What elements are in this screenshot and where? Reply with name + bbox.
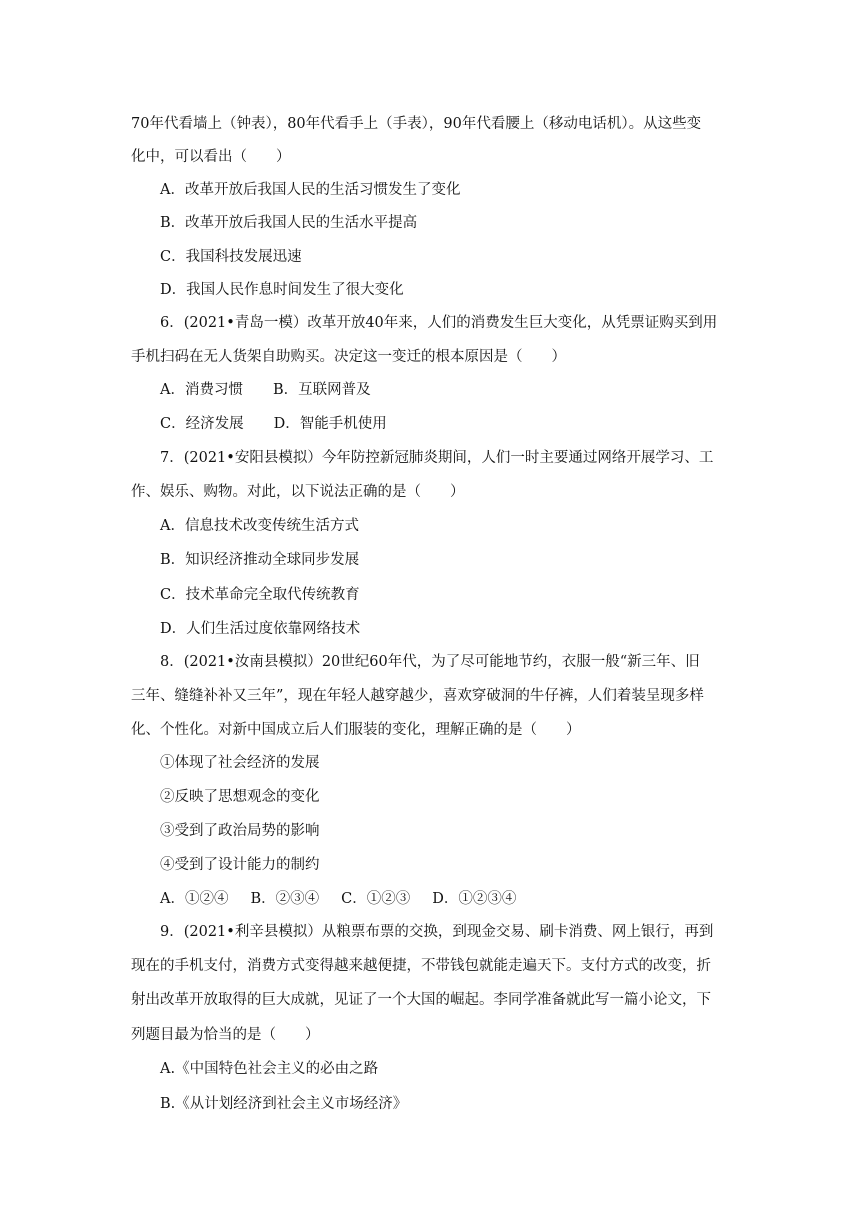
q9-stem-line-2: 现在的手机支付，消费方式变得越来越便捷，不带钱包就能走遍天下。支付方式的改变，折 [131, 958, 711, 974]
q6-option-d: D．智能手机使用 [273, 416, 387, 432]
q8-option-b: B．②③④ [250, 891, 320, 907]
q5-option-d: D．我国人民作息时间发生了很大变化 [160, 282, 404, 298]
q8-option-a: A．①②④ [160, 891, 229, 907]
q6-option-b: B．互联网普及 [272, 382, 371, 398]
q7-stem-line-2: 作、娱乐、购物。对此，以下说法正确的是（ ） [131, 484, 465, 500]
q6-stem-line-2: 手机扫码在无人货架自助购买。决定这一变迁的根本原因是（ ） [131, 349, 566, 365]
q8-item-1: ①体现了社会经济的发展 [160, 755, 320, 771]
q5-stem-line-2: 化中，可以看出（ ） [131, 149, 291, 165]
q8-item-2: ②反映了思想观念的变化 [160, 789, 320, 805]
q9-stem-line-1: 9．(2021•利辛县模拟）从粮票布票的交换，到现金交易、刷卡消费、网上银行，再到 [160, 924, 714, 940]
q6-stem-line-1: 6．(2021•青岛一模）改革开放40年来，人们的消费发生巨大变化，从凭票证购买到用 [160, 315, 718, 331]
q5-option-b: B．改革开放后我国人民的生活水平提高 [160, 215, 418, 231]
q8-option-d: D．①②③④ [432, 891, 517, 907]
q5-option-c: C．我国科技发展迅速 [160, 249, 302, 265]
q6-options-row-2 [160, 414, 387, 434]
q5-option-a: A．改革开放后我国人民的生活习惯发生了变化 [160, 182, 461, 198]
q6-option-a: A．消费习惯 [160, 382, 243, 398]
q7-option-a: A．信息技术改变传统生活方式 [160, 518, 359, 534]
q8-options-row [160, 889, 516, 909]
q9-stem-line-4: 列题目最为恰当的是（ ） [131, 1027, 320, 1043]
q7-option-b: B．知识经济推动全球同步发展 [160, 552, 360, 568]
q6-option-c: C．经济发展 [160, 416, 244, 432]
q8-stem-line-2: 三年、缝缝补补又三年”，现在年轻人越穿越少，喜欢穿破洞的牛仔裤，人们着装呈现多样 [131, 688, 704, 704]
q7-stem-line-1: 7．(2021•安阳县模拟）今年防控新冠肺炎期间，人们一时主要通过网络开展学习、工 [160, 450, 714, 466]
q8-stem-line-1: 8．(2021•汝南县模拟）20世纪60年代，为了尽可能地节约，衣服一般“新三年、旧 [160, 654, 700, 670]
q8-item-4: ④受到了设计能力的制约 [160, 857, 320, 873]
q9-stem-line-3: 射出改革开放取得的巨大成就，见证了一个大国的崛起。李同学准备就此写一篇小论文，下 [131, 992, 711, 1008]
q6-options-row-1 [160, 380, 371, 400]
q9-option-b: B.《从计划经济到社会主义市场经济》 [160, 1096, 408, 1112]
q9-option-a: A.《中国特色社会主义的必由之路 [160, 1061, 379, 1077]
q8-stem-line-3: 化、个性化。对新中国成立后人们服装的变化，理解正确的是（ ） [131, 722, 581, 738]
q7-option-d: D．人们生活过度依靠网络技术 [160, 621, 361, 637]
q5-stem-line-1: 70年代看墙上（钟表），80年代看手上（手表），90年代看腰上（移动电话机）。从这些变 [131, 116, 702, 132]
q7-option-c: C．技术革命完全取代传统教育 [160, 587, 360, 603]
q8-item-3: ③受到了政治局势的影响 [160, 823, 320, 839]
q8-option-c: C．①②③ [341, 891, 411, 907]
